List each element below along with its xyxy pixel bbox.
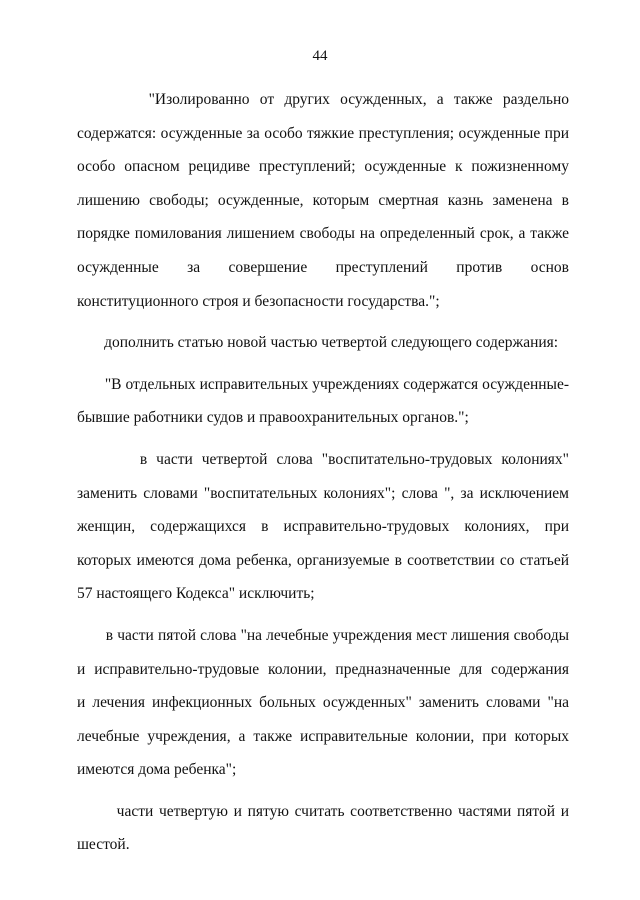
text-line: особо опасном рецидиве преступлений; осужденные к пожизненному (77, 158, 569, 176)
text-line: заменить словами "воспитательных колониях"; слова ", за исключением (77, 484, 569, 502)
text-line: женщин, содержащихся в исправительно-трудовых колониях, при (77, 518, 569, 536)
paragraph (77, 368, 569, 435)
paragraph (77, 83, 569, 318)
text-line: "Изолированно от других осужденных, а также раздельно (77, 91, 569, 108)
page-number: 44 (312, 48, 328, 64)
text-line: имеются дома ребенка"; (77, 761, 237, 779)
text-line: лишению свободы; осужденные, которым смертная казнь заменена в (77, 191, 569, 209)
document-body (77, 83, 569, 862)
text-line: дополнить статью новой частью четвертой следующего содержания: (77, 334, 559, 352)
paragraph (77, 326, 569, 360)
text-line: и лечения инфекционных больных осужденных" заменить словами "на (77, 694, 569, 712)
text-line: лечебные учреждения, а также исправительные колонии, при которых (77, 727, 569, 745)
text-line: "В отдельных исправительных учреждениях содержатся осужденные- (77, 375, 569, 393)
text-line: порядке помилования лишением свободы на определенный срок, а также (77, 225, 569, 243)
text-line: конституционного строя и безопасности государства."; (77, 292, 440, 310)
text-line: содержатся: осужденные за особо тяжкие преступления; осужденные при (77, 124, 569, 142)
text-line: которых имеются дома ребенка, организуемые в соответствии со статьей (77, 551, 569, 569)
text-line: 57 настоящего Кодекса" исключить; (77, 585, 315, 603)
paragraph (77, 619, 569, 787)
text-line: шестой. (77, 836, 130, 854)
text-line: части четвертую и пятую считать соответственно частями пятой и (77, 802, 569, 820)
paragraph (77, 795, 569, 862)
text-line: в части пятой слова "на лечебные учреждения мест лишения свободы (77, 626, 569, 644)
text-line: и исправительно-трудовые колонии, предназначенные для содержания (77, 660, 569, 678)
text-line: бывшие работники судов и правоохранительных органов."; (77, 409, 469, 427)
text-line: в части четвертой слова "воспитательно-трудовых колониях" (77, 450, 569, 468)
text-line: осужденные за совершение преступлений против основ (77, 258, 569, 276)
paragraph (77, 443, 569, 611)
